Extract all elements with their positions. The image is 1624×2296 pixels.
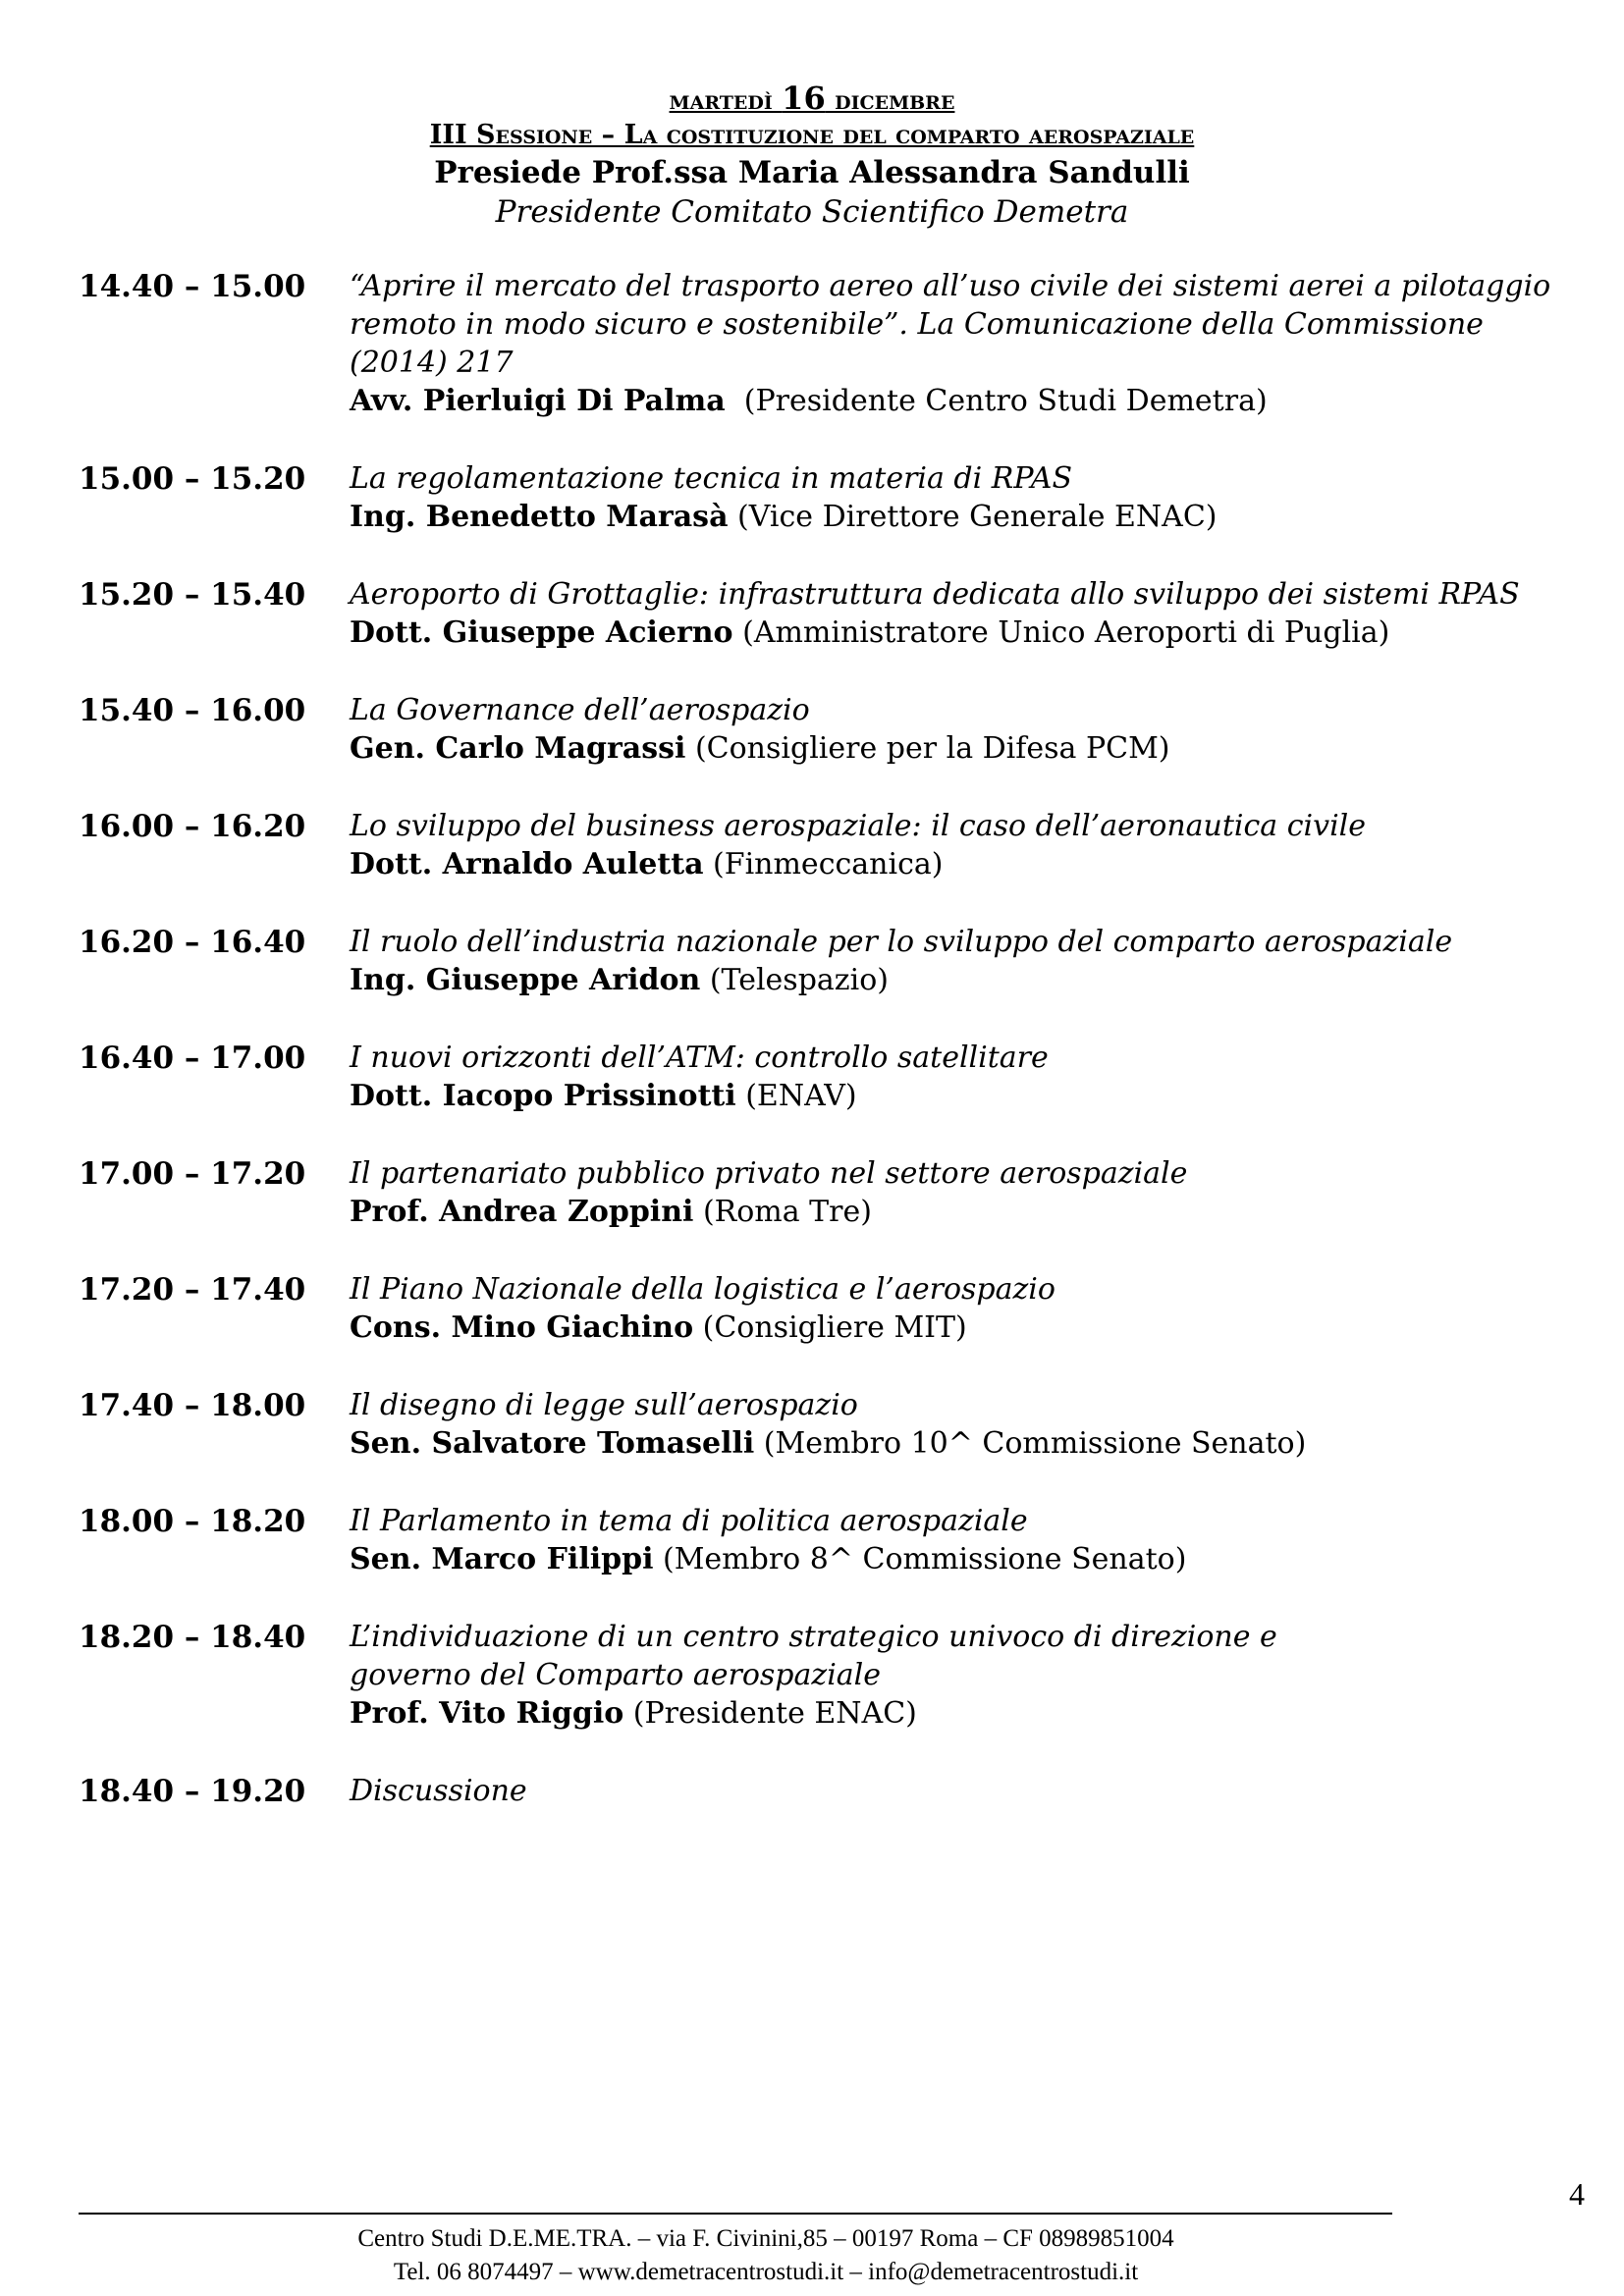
agenda-topic-line: Lo sviluppo del business aerospaziale: il caso dell’aeronautica civile [350,809,1367,843]
agenda-time: 18.40 – 19.20 [79,1774,306,1809]
speaker-name: Prof. Vito Riggio [350,1696,624,1731]
agenda-speaker [350,614,1597,652]
agenda-speaker [350,1077,1597,1115]
footer-contacts: Tel. 06 8074497 – www.demetracentrostudi.it – info@demetracentrostudi.it [393,2259,1139,2285]
agenda-topic-line: La Governance dell’aerospazio [350,693,810,727]
agenda-content [350,1618,1597,1733]
agenda-speaker [350,1694,1597,1733]
agenda-speaker [350,1424,1597,1463]
agenda-topic-line: (2014) 217 [350,346,514,380]
agenda-topic-line: Aeroporto di Grottaglie: infrastruttura dedicata allo sviluppo dei sistemi RPAS [350,577,1520,612]
agenda-content [350,691,1597,768]
session-header [0,79,1624,232]
speaker-affiliation: (Consigliere per la Difesa PCM) [685,731,1170,766]
session-chair-role: Presidente Comitato Scientifico Demetra [495,194,1129,230]
agenda-time: 16.40 – 17.00 [79,1041,306,1076]
speaker-affiliation: (Consigliere MIT) [693,1310,967,1345]
agenda-topic-line: L’individuazione di un centro strategico univoco di direzione e [350,1620,1277,1654]
speaker-affiliation: (Membro 8^ Commissione Senato) [653,1542,1187,1576]
footer-divider [79,2213,1392,2215]
session-chair: Presiede Prof.ssa Maria Alessandra Sandulli [434,155,1190,190]
speaker-name: Cons. Mino Giachino [350,1310,694,1345]
agenda-content [350,1502,1597,1578]
agenda-time: 18.20 – 18.40 [79,1620,306,1655]
agenda-speaker [350,845,1597,883]
agenda-time: 14.40 – 15.00 [79,269,306,304]
page-number: 4 [1569,2176,1585,2212]
agenda-topic-line: “Aprire il mercato del trasporto aereo all’uso civile dei sistemi aerei a pilotaggio [350,269,1551,303]
agenda-speaker [350,1193,1597,1231]
agenda-topic-line: Il ruolo dell’industria nazionale per lo sviluppo del comparto aerospaziale [350,925,1453,959]
agenda-topic-line: Il Piano Nazionale della logistica e l’aerospazio [350,1272,1056,1307]
agenda-content [350,923,1597,999]
speaker-name: Gen. Carlo Magrassi [350,731,686,766]
agenda-time: 15.00 – 15.20 [79,461,306,497]
speaker-affiliation: (Finmeccanica) [703,847,944,881]
speaker-name: Dott. Iacopo Prissinotti [350,1079,736,1113]
agenda-speaker [350,1540,1597,1578]
agenda-speaker [350,729,1597,768]
agenda-speaker [350,961,1597,999]
speaker-name: Ing. Benedetto Marasà [350,500,729,534]
agenda-time: 17.20 – 17.40 [79,1272,306,1308]
agenda-time: 15.40 – 16.00 [79,693,306,728]
agenda-time: 16.00 – 16.20 [79,809,306,844]
speaker-affiliation: (Telespazio) [700,963,889,997]
speaker-name: Dott. Giuseppe Acierno [350,615,733,650]
speaker-affiliation: (Roma Tre) [693,1195,872,1229]
agenda-topic-line: Discussione [350,1774,527,1808]
agenda-time: 17.00 – 17.20 [79,1156,306,1192]
speaker-affiliation: (ENAV) [735,1079,857,1113]
agenda-time: 15.20 – 15.40 [79,577,306,613]
agenda-time: 18.00 – 18.20 [79,1504,306,1539]
agenda-content [350,267,1597,420]
speaker-name: Dott. Arnaldo Auletta [350,847,704,881]
agenda-speaker [350,498,1597,536]
agenda-content [350,1039,1597,1115]
speaker-name: Prof. Andrea Zoppini [350,1195,694,1229]
agenda-topic-line: Il partenariato pubblico privato nel settore aerospaziale [350,1156,1188,1191]
speaker-name: Sen. Marco Filippi [350,1542,654,1576]
agenda-topic-line: remoto in modo sicuro e sostenibile”. La Comunicazione della Commissione [350,307,1484,342]
agenda-topic-line: La regolamentazione tecnica in materia di RPAS [350,461,1072,496]
speaker-name: Ing. Giuseppe Aridon [350,963,701,997]
date-suffix: dicembre [825,85,955,116]
agenda-speaker [350,1308,1597,1347]
speaker-affiliation: (Presidente ENAC) [623,1696,917,1731]
footer-address: Centro Studi D.E.ME.TRA. – via F. Civinini,85 – 00197 Roma – CF 08989851004 [357,2225,1174,2252]
speaker-affiliation: (Membro 10^ Commissione Senato) [754,1426,1307,1461]
agenda-content [350,1154,1597,1231]
agenda-content [350,575,1597,652]
speaker-name: Sen. Salvatore Tomaselli [350,1426,755,1461]
speaker-affiliation: (Presidente Centro Studi Demetra) [725,384,1268,418]
date-prefix: martedì [669,85,783,116]
agenda-content [350,459,1597,536]
agenda-content [350,807,1597,883]
agenda-topic-line: Il Parlamento in tema di politica aerospaziale [350,1504,1028,1538]
session-date [0,79,1624,116]
agenda-topic-line: Il disegno di legge sull’aerospazio [350,1388,858,1422]
date-number: 16 [782,80,826,117]
agenda-content [350,1772,1597,1810]
speaker-affiliation: (Vice Direttore Generale ENAC) [728,500,1218,534]
session-title: III Sessione – La costituzione del comparto aerospaziale [429,120,1195,150]
speaker-name: Avv. Pierluigi Di Palma [350,384,726,418]
agenda-topic-line: governo del Comparto aerospaziale [350,1658,882,1692]
agenda-speaker [350,382,1597,420]
agenda-time: 17.40 – 18.00 [79,1388,306,1423]
footer [177,2222,1355,2289]
speaker-affiliation: (Amministratore Unico Aeroporti di Puglia) [732,615,1390,650]
agenda-content [350,1270,1597,1347]
agenda-topic-line: I nuovi orizzonti dell’ATM: controllo satellitare [350,1041,1049,1075]
agenda-time: 16.20 – 16.40 [79,925,306,960]
agenda-content [350,1386,1597,1463]
